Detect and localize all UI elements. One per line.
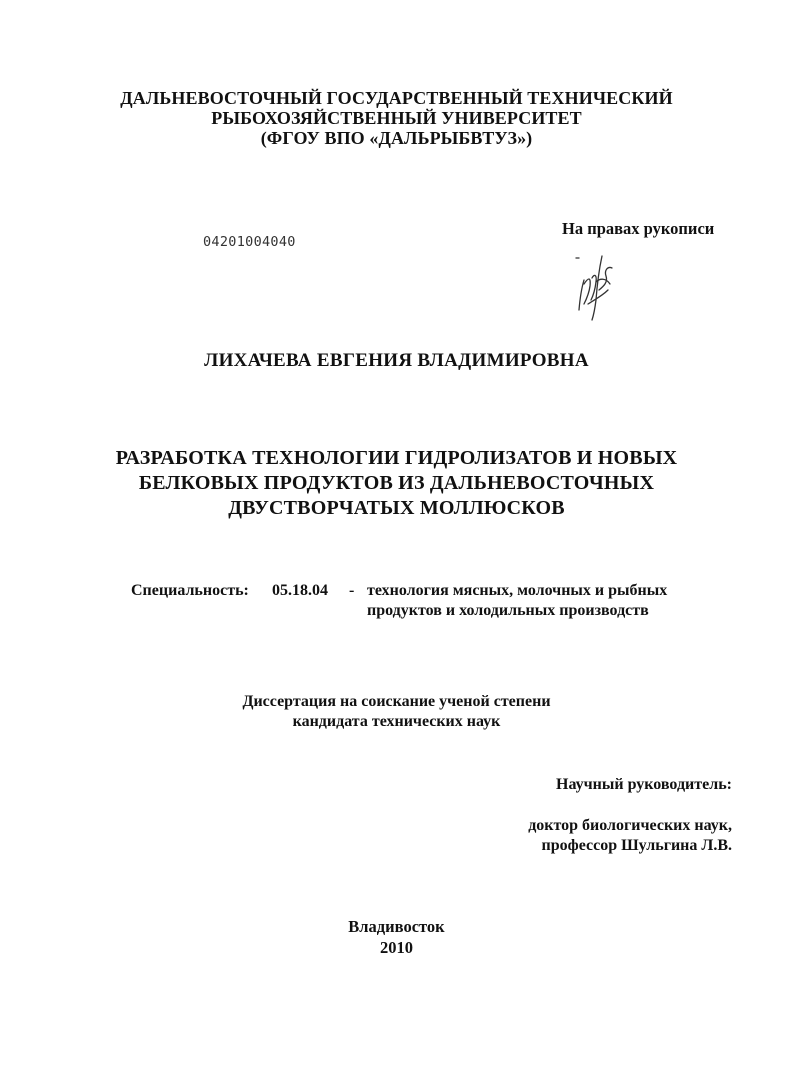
supervisor-heading: Научный руководитель:: [556, 776, 732, 793]
specialty-dash: -: [349, 582, 355, 599]
city: Владивосток: [348, 917, 445, 936]
supervisor-degree: доктор биологических наук,: [528, 817, 732, 834]
institution-line-1: ДАЛЬНЕВОСТОЧНЫЙ ГОСУДАРСТВЕННЫЙ ТЕХНИЧЕСКИЙ: [120, 88, 673, 108]
manuscript-rights-note: На правах рукописи: [562, 219, 715, 238]
year: 2010: [380, 938, 413, 957]
library-stamp-number: 04201004040: [203, 234, 296, 250]
dissertation-degree-line-2: кандидата технических наук: [292, 713, 501, 730]
dissertation-title-line-3: ДВУСТВОРЧАТЫХ МОЛЛЮСКОВ: [228, 497, 565, 519]
institution-line-2: РЫБОХОЗЯЙСТВЕННЫЙ УНИВЕРСИТЕТ: [211, 108, 582, 128]
specialty-name-line-1: технология мясных, молочных и рыбных: [367, 582, 668, 599]
supervisor-name: профессор Шульгина Л.В.: [541, 837, 732, 854]
handwritten-signature: [566, 248, 622, 324]
dissertation-title-line-1: РАЗРАБОТКА ТЕХНОЛОГИИ ГИДРОЛИЗАТОВ И НОВЫХ: [115, 447, 678, 469]
specialty-label: Специальность:: [131, 582, 249, 599]
author-name: ЛИХАЧЕВА ЕВГЕНИЯ ВЛАДИМИРОВНА: [204, 350, 589, 371]
specialty-code: 05.18.04: [272, 582, 328, 599]
dissertation-degree-line-1: Диссертация на соискание ученой степени: [242, 693, 551, 710]
specialty-name-line-2: продуктов и холодильных производств: [367, 602, 649, 619]
dissertation-title-line-2: БЕЛКОВЫХ ПРОДУКТОВ ИЗ ДАЛЬНЕВОСТОЧНЫХ: [138, 472, 655, 494]
institution-line-3: (ФГОУ ВПО «ДАЛЬРЫБВТУЗ»): [260, 128, 533, 148]
